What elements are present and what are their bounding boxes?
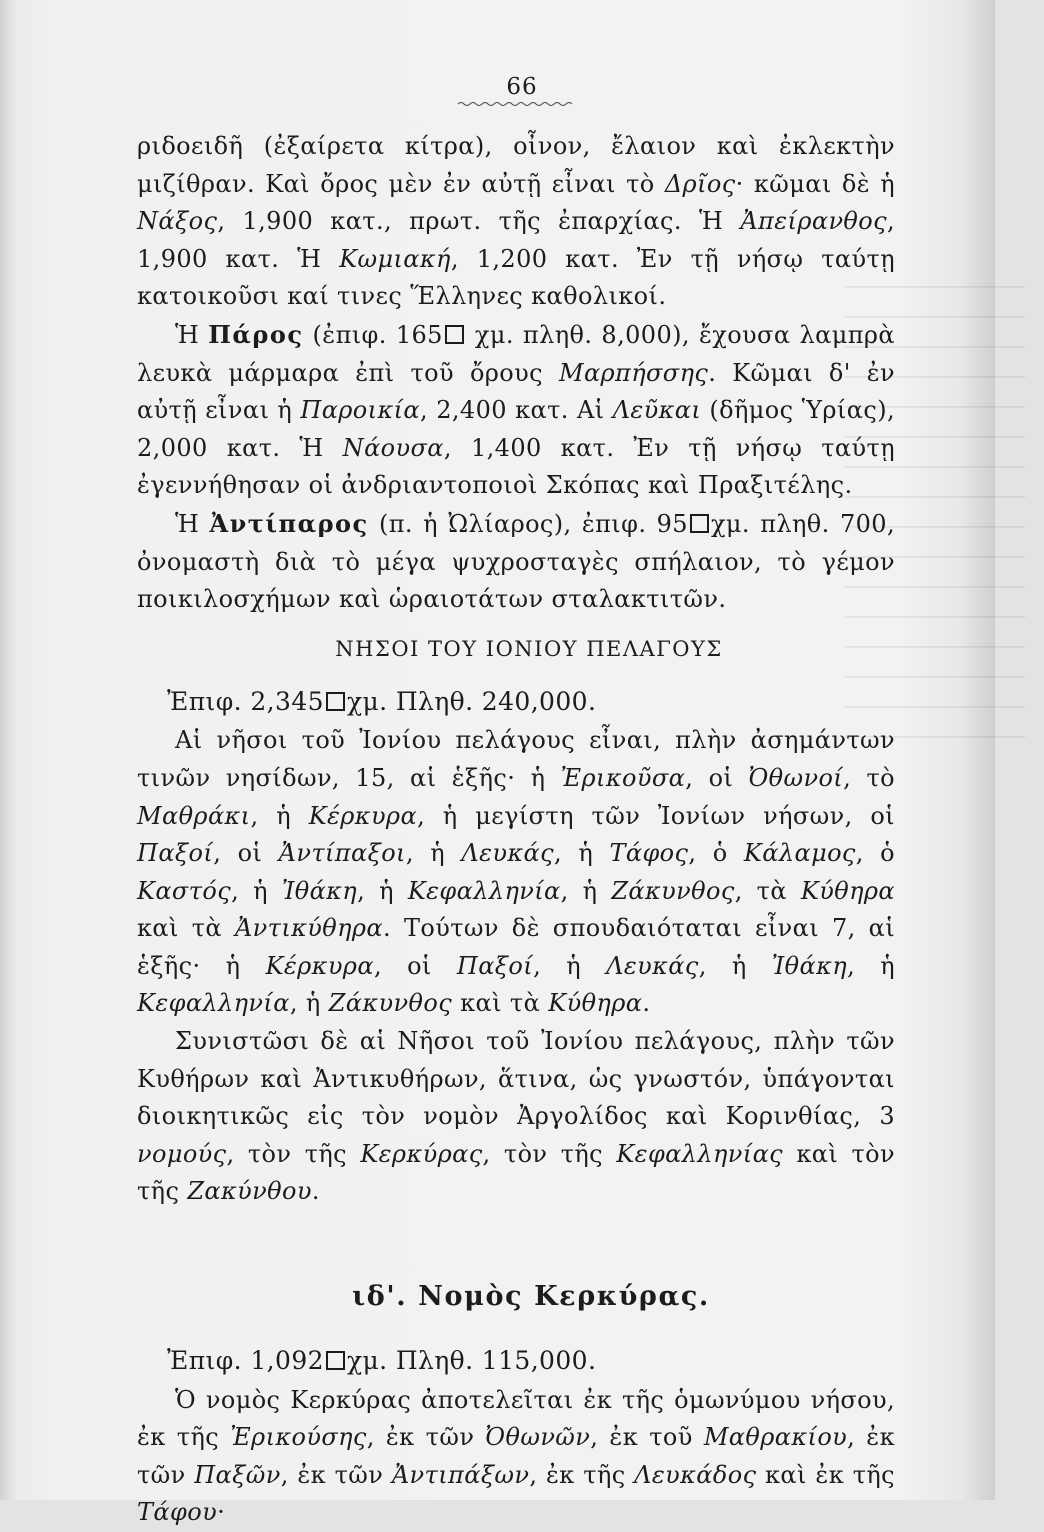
text-run: ριδοειδῆ (ἐξαίρετα κίτρα), οἶνον, ἔλαιον καὶ ἐκλεκτὴν μιζίθραν. Καὶ ὄρος μὲν ἐν αὐτῇ εἶναι τὸ bbox=[137, 132, 895, 198]
italic-term: Κέρκυρα bbox=[308, 801, 418, 830]
text-run: , ἐκ τῶν bbox=[137, 1423, 895, 1489]
body-text bbox=[137, 128, 895, 1532]
text-run: , οἱ bbox=[213, 839, 279, 868]
text-run: Ἡ bbox=[175, 320, 209, 349]
italic-term: Παξοί bbox=[456, 951, 534, 980]
bold-term: Ἀντίπαρος bbox=[209, 508, 369, 538]
text-run: . Κῶμαι δ' ἐν αὐτῇ εἶναι ἡ bbox=[137, 358, 895, 425]
ionian-stats-population: χμ. Πληθ. 240,000. bbox=[346, 686, 597, 716]
paragraph-corfu-composition bbox=[137, 1382, 895, 1532]
italic-term: Κερκύρας bbox=[360, 1139, 483, 1168]
italic-term: Λευκάς bbox=[606, 951, 699, 980]
text-run: , 1,400 κατ. Ἐν τῇ νήσῳ ταύτῃ ἐγεννήθησαν οἱ ἀνδριαντοποιοὶ Σκόπας καὶ Πραξιτέλης. bbox=[137, 433, 895, 500]
italic-term: Κεφαλληνία bbox=[407, 876, 561, 905]
text-run: (π. ἡ Ὠλίαρος), ἐπιφ. 95 bbox=[368, 509, 688, 538]
italic-term: Λευκάς bbox=[461, 839, 554, 868]
italic-term: Ζάκυνθος bbox=[328, 989, 453, 1018]
text-run: . Τούτων δὲ σπουδαιόταται εἶναι 7, αἱ ἑξῆς· ἡ bbox=[137, 914, 895, 980]
italic-term: Μαρπήσσης bbox=[558, 358, 709, 387]
text-run: , ὁ bbox=[688, 839, 744, 868]
text-run: καὶ ἐκ τῆς bbox=[756, 1460, 895, 1489]
italic-term: Νάξος bbox=[137, 207, 218, 236]
italic-term: Ἀντίπαξοι bbox=[278, 839, 406, 868]
text-run: . bbox=[642, 989, 651, 1018]
text-run: , ἐκ τῶν bbox=[366, 1423, 486, 1452]
text-run: Ἡ bbox=[175, 509, 210, 538]
paragraph-paros bbox=[137, 316, 895, 505]
italic-term: Ἀπείρανθος bbox=[740, 207, 887, 236]
italic-term: Δρῖος bbox=[664, 169, 736, 198]
text-run: καὶ τὰ bbox=[137, 914, 235, 943]
page-number-ornament bbox=[458, 100, 573, 108]
text-run: , τὰ bbox=[734, 876, 801, 905]
text-run: , ἡ bbox=[847, 951, 895, 980]
italic-term: Ἰθάκη bbox=[281, 876, 358, 905]
square-unit-icon bbox=[445, 325, 464, 344]
text-run: , ἡ bbox=[231, 876, 282, 905]
text-run: , ἡ bbox=[560, 876, 612, 905]
text-run: , τὸν τῆς bbox=[482, 1139, 617, 1168]
paragraph-antiparos bbox=[137, 505, 895, 619]
page-number: 66 bbox=[506, 74, 538, 100]
ionian-stats-area: Ἐπιφ. 2,345 bbox=[167, 686, 324, 716]
italic-term: Κύθηρα bbox=[800, 876, 895, 905]
italic-term: Λευκάδος bbox=[634, 1460, 757, 1489]
text-run: , ὁ bbox=[855, 839, 895, 868]
italic-term: Κεφαλληνία bbox=[137, 989, 290, 1018]
text-run: (δῆμος Ὑρίας), 2,000 κατ. Ἡ bbox=[137, 396, 895, 462]
italic-term: Παξῶν bbox=[194, 1460, 281, 1489]
corfu-stats-population: χμ. Πληθ. 115,000. bbox=[346, 1346, 597, 1376]
show-through-text: ――――――――― ――――――――― ――――――――― ――――――――― ――――――――― ――――――――― ――――――――― ――――――――― ――――――――― ――――――――― ――――――――― ――――――――― ――――――――― ――――――――― ――――――――― ――――――――― bbox=[845, 273, 1025, 747]
italic-term: Κέρκυρα bbox=[265, 951, 374, 980]
section-heading-corfu-prefecture: ιδ'. Νομὸς Κερκύρας. bbox=[352, 1281, 710, 1313]
text-run: · κῶμαι δὲ ἡ bbox=[735, 169, 895, 198]
text-run: , ἡ bbox=[357, 876, 408, 905]
italic-term: Καστός bbox=[137, 876, 232, 905]
paragraph-naxos bbox=[137, 128, 895, 316]
italic-term: Τάφου bbox=[137, 1498, 218, 1527]
text-run: (ἐπιφ. 165 bbox=[303, 320, 443, 349]
italic-term: Μαθράκι bbox=[137, 801, 251, 830]
text-run: Ὁ νομὸς Κερκύρας ἀποτελεῖται ἐκ τῆς ὁμωνύμου νήσου, ἐκ τῆς bbox=[137, 1385, 895, 1452]
text-run: , ἐκ τῆς bbox=[529, 1460, 635, 1489]
square-unit-icon bbox=[326, 692, 345, 711]
italic-term: Ἀντιπάξων bbox=[391, 1460, 530, 1489]
text-run: Αἱ νῆσοι τοῦ Ἰονίου πελάγους εἶναι, πλὴν ἀσημάντων τινῶν νησίδων, 15, αἱ ἑξῆς· ἡ bbox=[137, 726, 895, 792]
italic-term: Τάφος bbox=[609, 839, 689, 868]
square-unit-icon bbox=[326, 1351, 345, 1370]
italic-term: Λεῦκαι bbox=[612, 396, 702, 425]
italic-term: Κωμιακή bbox=[339, 244, 451, 273]
text-run: , ἡ bbox=[533, 951, 607, 980]
bold-term: Πάρος bbox=[208, 319, 304, 349]
italic-term: Ὀθωνῶν bbox=[485, 1423, 591, 1452]
text-run: · bbox=[217, 1498, 226, 1527]
text-run: καὶ τὸν τῆς bbox=[137, 1139, 895, 1206]
text-run: , ἐκ τῶν bbox=[280, 1460, 392, 1489]
italic-term: Μαθρακίου bbox=[703, 1423, 848, 1452]
italic-term: Ζακύνθου bbox=[187, 1177, 312, 1206]
italic-term: Παροικία bbox=[300, 396, 421, 425]
italic-term: Κεφαλληνίας bbox=[616, 1139, 784, 1168]
italic-term: Ἀντικύθηρα bbox=[234, 914, 384, 943]
text-run: , 1,900 κατ., πρωτ. τῆς ἐπαρχίας. Ἡ bbox=[217, 207, 741, 236]
text-run: , ἡ bbox=[289, 989, 329, 1018]
italic-term: Παξοί bbox=[137, 839, 214, 868]
text-run: , 1,900 κατ. Ἡ bbox=[137, 207, 895, 273]
italic-term: Ἰθάκη bbox=[771, 951, 848, 980]
text-run: , ἐκ τοῦ bbox=[590, 1423, 704, 1452]
italic-term: Ζάκυνθος bbox=[611, 876, 735, 905]
corfu-stats-area: Ἐπιφ. 1,092 bbox=[167, 1346, 324, 1376]
text-run: , ἡ bbox=[250, 801, 309, 830]
text-run: , οἱ bbox=[685, 763, 749, 792]
text-run: Συνιστῶσι δὲ αἱ Νῆσοι τοῦ Ἰονίου πελάγους, πλὴν τῶν Κυθήρων καὶ Ἀντικυθήρων, ἅτινα, ὡς γνωστόν, ὑπάγονται διοικητικῶς εἰς τὸν νομὸν Ἀργολίδος καὶ Κορινθίας, 3 bbox=[137, 1027, 895, 1131]
text-run: , ἡ bbox=[553, 839, 610, 868]
italic-term: Ἐρικοῦσα bbox=[560, 763, 686, 792]
italic-term: Κάλαμος bbox=[743, 839, 856, 868]
text-run: , 1,200 κατ. Ἐν τῇ νήσῳ ταύτῃ κατοικοῦσι καί τινες Ἕλληνες καθολικοί. bbox=[137, 244, 895, 311]
paragraph-ionian-prefectures bbox=[137, 1023, 895, 1211]
italic-term: Ὀθωνοί bbox=[748, 763, 844, 792]
ionian-stats-line bbox=[137, 683, 895, 721]
square-unit-icon bbox=[690, 514, 709, 533]
text-run: . bbox=[311, 1177, 320, 1206]
text-run: , ἡ bbox=[698, 951, 772, 980]
text-run: χμ. πληθ. 8,000), ἔχουσα λαμπρὰ λευκὰ μάρμαρα ἐπὶ τοῦ ὄρους bbox=[137, 320, 895, 387]
text-run: καὶ τὰ bbox=[452, 989, 549, 1018]
text-run: , οἱ bbox=[373, 951, 457, 980]
text-run: , τὸν τῆς bbox=[226, 1139, 361, 1168]
section-heading-ionian-islands: ΝΗΣΟΙ ΤΟΥ ΙΟΝΙΟΥ ΠΕΛΑΓΟΥΣ bbox=[335, 636, 723, 661]
text-run: χμ. πληθ. 700, ὀνομαστὴ διὰ τὸ μέγα ψυχροσταγὲς σπήλαιον, τὸ γέμον ποικιλοσχήμων καὶ ὡραιοτάτων σταλακτιτῶν. bbox=[137, 509, 895, 614]
text-run: , 2,400 κατ. Αἱ bbox=[420, 396, 613, 425]
corfu-stats-line bbox=[137, 1342, 895, 1380]
italic-term: νομούς bbox=[137, 1139, 227, 1168]
italic-term: Νάουσα bbox=[342, 433, 444, 462]
text-run: , ἡ bbox=[405, 839, 462, 868]
text-run: , ἡ μεγίστη τῶν Ἰονίων νήσων, οἱ bbox=[417, 801, 895, 830]
italic-term: Ἐρικούσης bbox=[230, 1423, 367, 1452]
italic-term: Κύθηρα bbox=[548, 989, 643, 1018]
paragraph-ionian-islands-list bbox=[137, 722, 895, 1023]
text-run: , τὸ bbox=[843, 763, 896, 792]
